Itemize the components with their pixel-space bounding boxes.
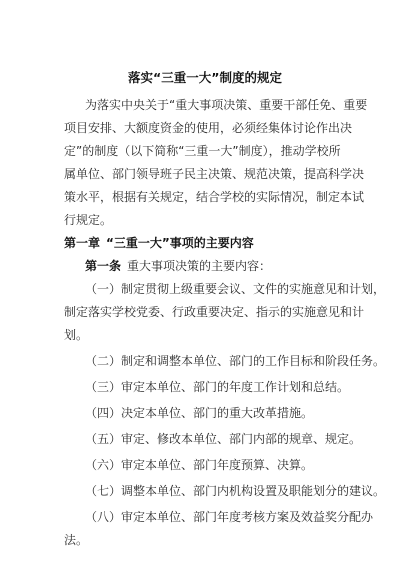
item-8-line-1: （八）审定本单位、部门年度考核方案及效益奖分配办: [85, 510, 374, 524]
item-2: （二）制定和调整本单位、部门的工作目标和阶段任务。: [85, 354, 386, 368]
article-heading: [85, 258, 271, 274]
intro-line-3: 定”的制度（以下简称“三重一大”制度），推动学校所: [64, 144, 341, 158]
item-8-line-2: 法。: [64, 533, 89, 547]
intro-line-5: 策水平，根据有关规定，结合学校的实际情况，制定本试: [64, 190, 365, 204]
article-label: 第一条: [85, 259, 122, 273]
item-1-line-2: 制定落实学校党委、行政重要决定、指示的实施意见和计: [64, 305, 365, 319]
intro-line-6: 行规定。: [64, 213, 113, 227]
item-5: （五）审定、修改本单位、部门内部的规章、规定。: [85, 432, 362, 446]
item-6: （六）审定本单位、部门年度预算、决算。: [85, 458, 314, 472]
chapter-title: “三重一大”事项的主要内容: [106, 236, 254, 250]
item-1-line-3: 划。: [64, 328, 89, 342]
intro-line-2: 项目安排、大额度资金的使用，必须经集体讨论作出决: [64, 121, 353, 135]
chapter-label: 第一章: [64, 236, 101, 250]
intro-line-4: 属单位、部门领导班子民主决策、规范决策，提高科学决: [64, 167, 365, 181]
chapter-heading: [64, 235, 254, 251]
article-text: 重大事项决策的主要内容：: [127, 259, 272, 273]
item-7: （七）调整本单位、部门内机构设置及职能划分的建议。: [85, 484, 386, 498]
item-3: （三）审定本单位、部门的年度工作计划和总结。: [85, 380, 350, 394]
item-1-line-1: （一）制定贯彻上级重要会议、文件的实施意见和计划，: [85, 282, 386, 296]
intro-line-1: 为落实中央关于“重大事项决策、重要干部任免、重要: [85, 98, 368, 112]
item-4: （四）决定本单位、部门的重大改革措施。: [85, 406, 314, 420]
document-title: 落实“三重一大”制度的规定: [128, 70, 282, 85]
